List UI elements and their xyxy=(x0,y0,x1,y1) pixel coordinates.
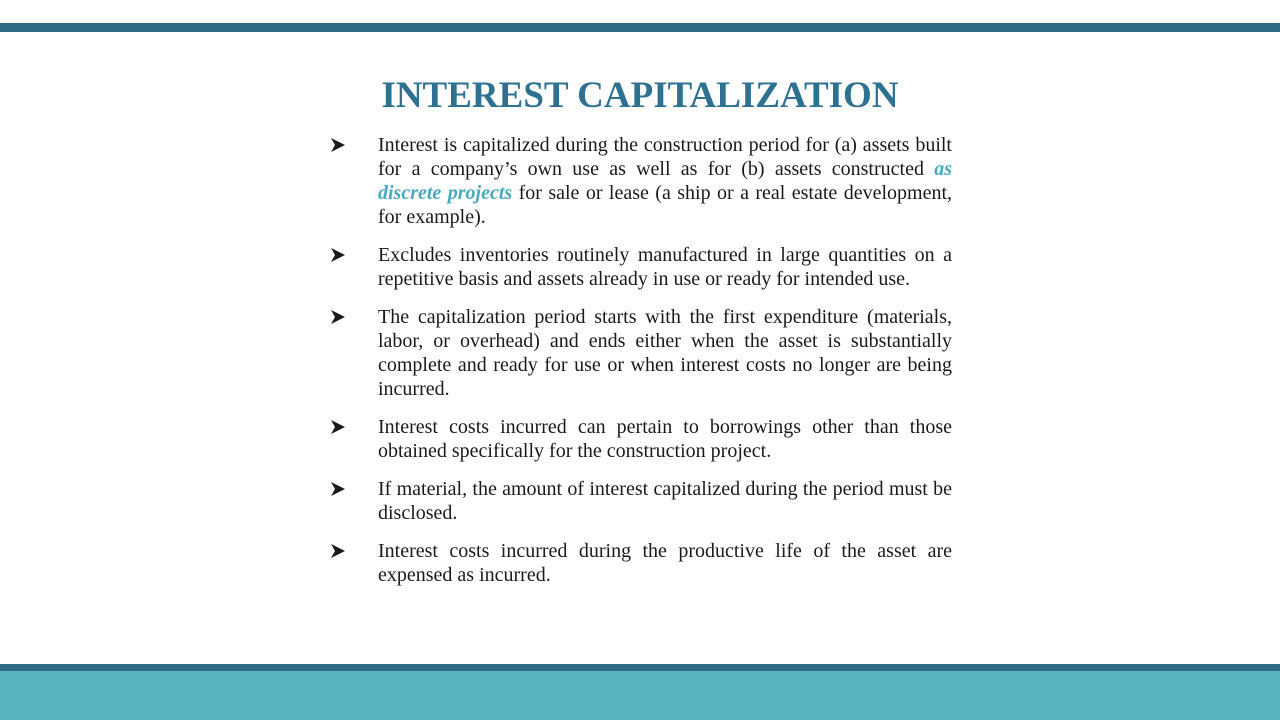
bullet-text: for sale or lease (a ship or a real estate development, for example). xyxy=(378,182,952,228)
arrowhead-bullet-icon xyxy=(330,243,348,267)
slide-title: INTEREST CAPITALIZATION xyxy=(381,75,899,116)
arrowhead-bullet-icon xyxy=(330,477,348,501)
bullet-text: Interest costs incurred during the productive life of the asset are expensed as incurred. xyxy=(378,540,952,586)
bullet-highlight-text: as discrete projects xyxy=(378,158,952,204)
bullet-text: The capitalization period starts with the first expenditure (materials, labor, or overhead) and ends either when the asset is substantially complete and ready for use or when interest costs no longer are being incurred. xyxy=(378,306,952,400)
bullet-text: Interest costs incurred can pertain to borrowings other than those obtained specifically for the construction project. xyxy=(378,416,952,462)
bottom-accent-line xyxy=(0,664,1280,671)
bullet-item xyxy=(330,133,952,229)
bullet-text: If material, the amount of interest capitalized during the period must be disclosed. xyxy=(378,478,952,524)
bullet-item xyxy=(330,477,952,525)
bullet-text: Excludes inventories routinely manufactured in large quantities on a repetitive basis and assets already in use or ready for intended use. xyxy=(378,244,952,290)
bullet-item xyxy=(330,305,952,401)
bullet-text: Interest is capitalized during the construction period for (a) assets built for a company’s own use as well as for (b) assets constructed xyxy=(378,134,952,180)
arrowhead-bullet-icon xyxy=(330,539,348,563)
bullet-item xyxy=(330,415,952,463)
bullet-item xyxy=(330,243,952,291)
bullet-list xyxy=(330,133,952,601)
top-accent-bar xyxy=(0,23,1280,32)
arrowhead-bullet-icon xyxy=(330,133,348,157)
bottom-accent-band xyxy=(0,671,1280,720)
arrowhead-bullet-icon xyxy=(330,305,348,329)
bullet-item xyxy=(330,539,952,587)
arrowhead-bullet-icon xyxy=(330,415,348,439)
